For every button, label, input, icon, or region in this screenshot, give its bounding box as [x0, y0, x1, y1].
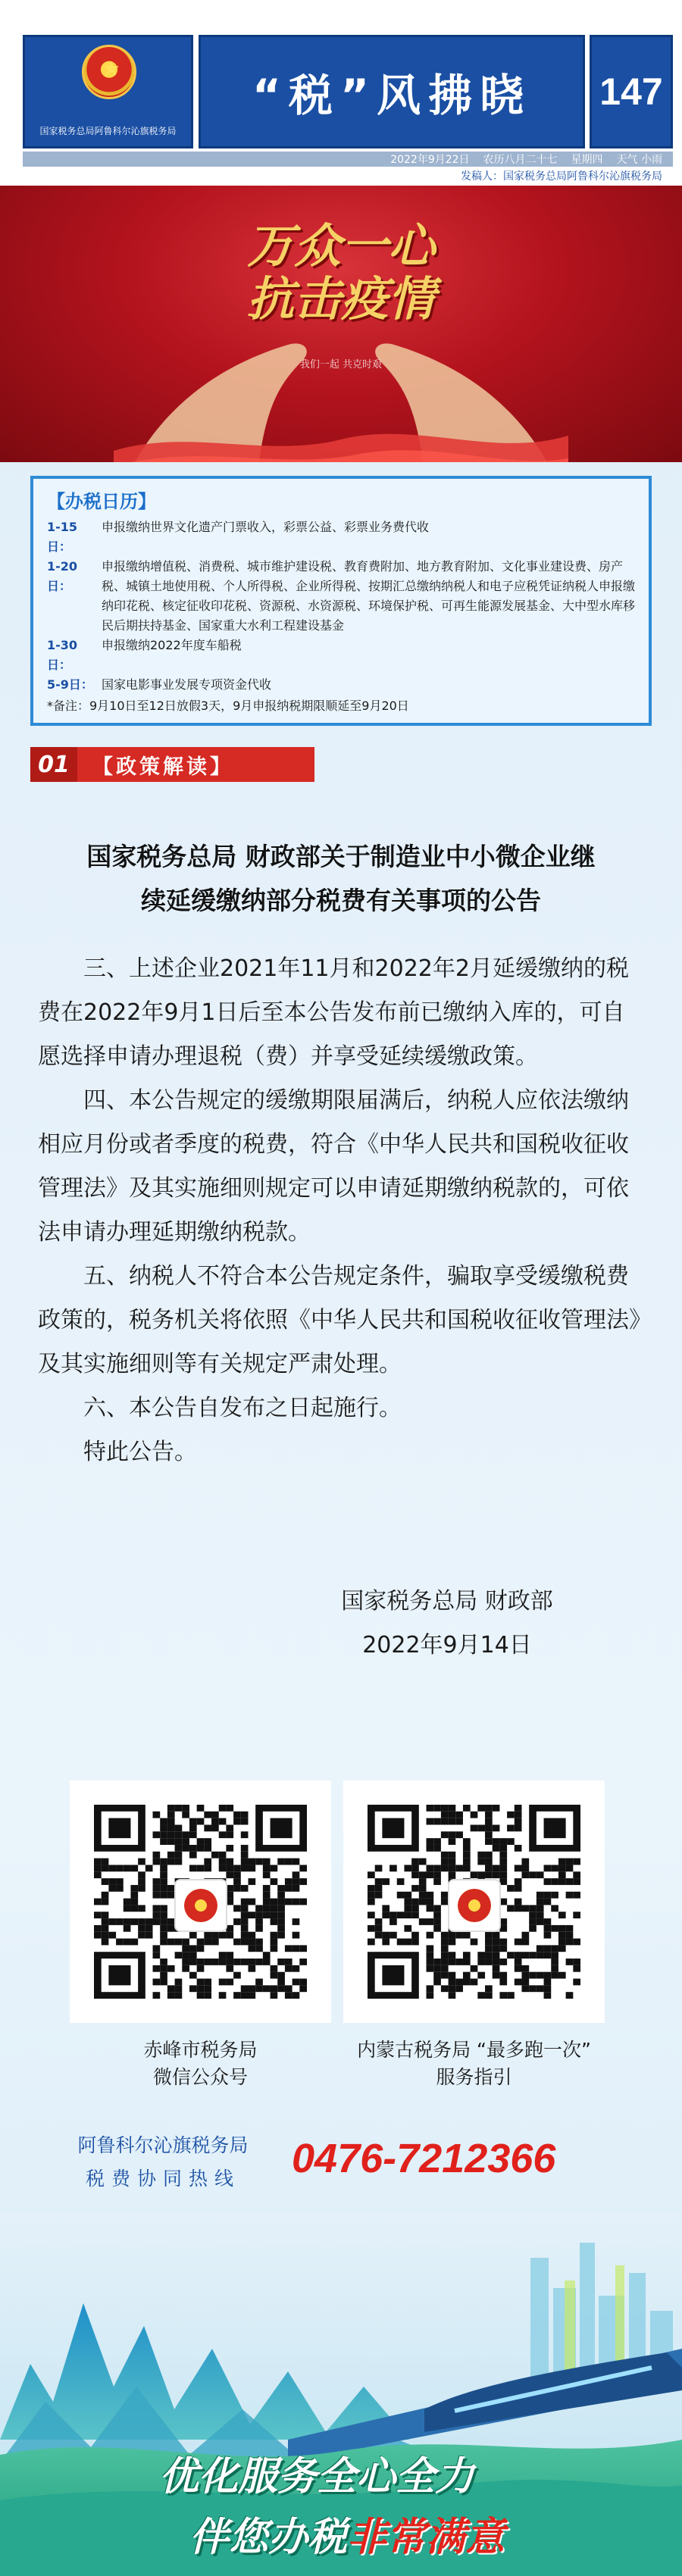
hero-slogan-line1: 万众一心	[246, 218, 435, 274]
article-paragraph: 五、纳税人不符合本公告规定条件，骗取享受缓缴税费政策的，税务机关将依照《中华人民共和国税收征收管理法》及其实施细则等有关规定严肃处理。	[38, 1263, 640, 1377]
article-title	[38, 835, 644, 923]
article-title-line1: 国家税务总局 财政部关于制造业中小微企业继	[86, 842, 596, 871]
qr-center-logo-icon	[448, 1879, 501, 1932]
calendar-row-date: 1-20日：	[47, 559, 78, 593]
section-number: 01	[30, 747, 77, 782]
qr-caption-service-guide	[343, 2037, 605, 2091]
qr-caption-line2: 服务指引	[436, 2066, 512, 2088]
section-title: 【政策解读】	[92, 755, 233, 779]
hero-slogan	[189, 220, 493, 326]
weather: 天气 小雨	[616, 154, 662, 166]
qr-caption-line1: 赤峰市税务局	[143, 2039, 258, 2061]
hero-slogan-line2: 抗击疫情	[246, 271, 435, 327]
calendar-row-text: 国家电影事业发展专项资金代收	[102, 677, 272, 692]
calendar-row-text: 申报缴纳增值税、消费税、城市维护建设税、教育费附加、地方教育附加、文化事业建设费、房产税、城镇土地使用税、个人所得税、企业所得税、按期汇总缴纳纳税人和电子应税凭证纳税人申报缴纳印花税、核定征收印花税、资源税、水资源税、环境保护税、可再生能源发展基金、大中型水库移民后期扶持基金、国家重大水利工程建设基金	[102, 559, 636, 633]
calendar-row-date: 5-9日：	[47, 677, 93, 692]
footer-slogan-2-pre: 伴您办税	[189, 2514, 348, 2560]
lunar-date: 农历八月二十七	[483, 154, 558, 166]
footer-slogan-2-highlight: 非常满意	[347, 2514, 505, 2560]
signature-date: 2022年9月14日	[362, 1632, 532, 1658]
hero-subtitle: 我们一起 共克时艰	[299, 359, 383, 370]
qr-caption-wechat	[70, 2037, 331, 2091]
qr-code-wechat[interactable]	[70, 1780, 331, 2023]
calendar-row-date: 1-30日：	[47, 638, 78, 672]
qr-caption-line2: 微信公众号	[152, 2066, 248, 2088]
logo-caption: 国家税务总局阿鲁科尔沁旗税务局	[39, 126, 177, 136]
article-paragraph: 六、本公告自发布之日起施行。	[83, 1395, 402, 1421]
article-closing: 特此公告。	[83, 1439, 197, 1465]
section-label-policy	[30, 747, 314, 782]
issue-number: 147	[599, 70, 663, 113]
newsletter-title	[199, 35, 585, 148]
qr-code-service-guide[interactable]	[343, 1780, 605, 2023]
calendar-row-date: 1-15日：	[47, 520, 78, 554]
calendar-row	[47, 517, 635, 557]
calendar-row-text: 申报缴纳2022年度车船税	[102, 638, 242, 652]
masthead	[0, 0, 682, 186]
hotline-org: 阿鲁科尔沁旗税务局	[77, 2134, 249, 2156]
tax-calendar-heading: 【办税日历】	[47, 491, 156, 512]
footer-slogan-1: 优化服务全心全力	[159, 2453, 475, 2499]
hotline-label	[38, 2129, 288, 2196]
tax-bureau-logo	[23, 35, 193, 148]
article-paragraph: 三、上述企业2021年11月和2022年2月延缓缴纳的税费在2022年9月1日后至本公告发布前已缴纳入库的，可自愿选择申请办理退税（费）并享受延续缓缴政策。	[38, 955, 629, 1070]
date-bar	[23, 152, 673, 167]
calendar-row	[47, 557, 635, 636]
tax-calendar	[30, 476, 652, 726]
issue-number-box	[590, 35, 673, 148]
tax-emblem-icon: ★	[82, 45, 136, 99]
hotline-phone-number[interactable]: 0476-7212366	[292, 2136, 556, 2181]
calendar-row	[47, 675, 635, 695]
article-paragraph: 四、本公告规定的缓缴期限届满后，纳税人应依法缴纳相应月份或者季度的税费，符合《中华人民共和国税收征收管理法》及其实施细则规定可以申请延期缴纳税款的，可依法申请办理延期缴纳税款。	[38, 1087, 629, 1246]
hotline-title: 税费协同热线	[85, 2168, 240, 2190]
qr-caption-line1: 内蒙古税务局 “最多跑一次”	[357, 2039, 591, 2061]
footer-slogan-2	[189, 2505, 644, 2562]
hero-banner	[0, 186, 682, 462]
newsletter-title-text: “税”风拂晓	[252, 70, 532, 121]
calendar-row-text: 申报缴纳世界文化遗产门票收入，彩票公益、彩票业务费代收	[102, 520, 430, 534]
publisher: 发稿人：国家税务总局阿鲁科尔沁旗税务局	[461, 170, 662, 183]
calendar-note: *备注：9月10日至12日放假3天，9月申报纳税期限顺延至9月20日	[47, 699, 409, 713]
calendar-row	[47, 636, 635, 675]
article-signature	[288, 1580, 606, 1668]
weekday: 星期四	[571, 154, 603, 166]
signature-org: 国家税务总局 财政部	[341, 1588, 553, 1615]
article-title-line2: 续延缓缴纳部分税费有关事项的公告	[141, 886, 541, 915]
issue-date: 2022年9月22日	[390, 154, 470, 166]
article-body	[38, 947, 644, 1474]
qr-center-logo-icon	[174, 1879, 227, 1932]
